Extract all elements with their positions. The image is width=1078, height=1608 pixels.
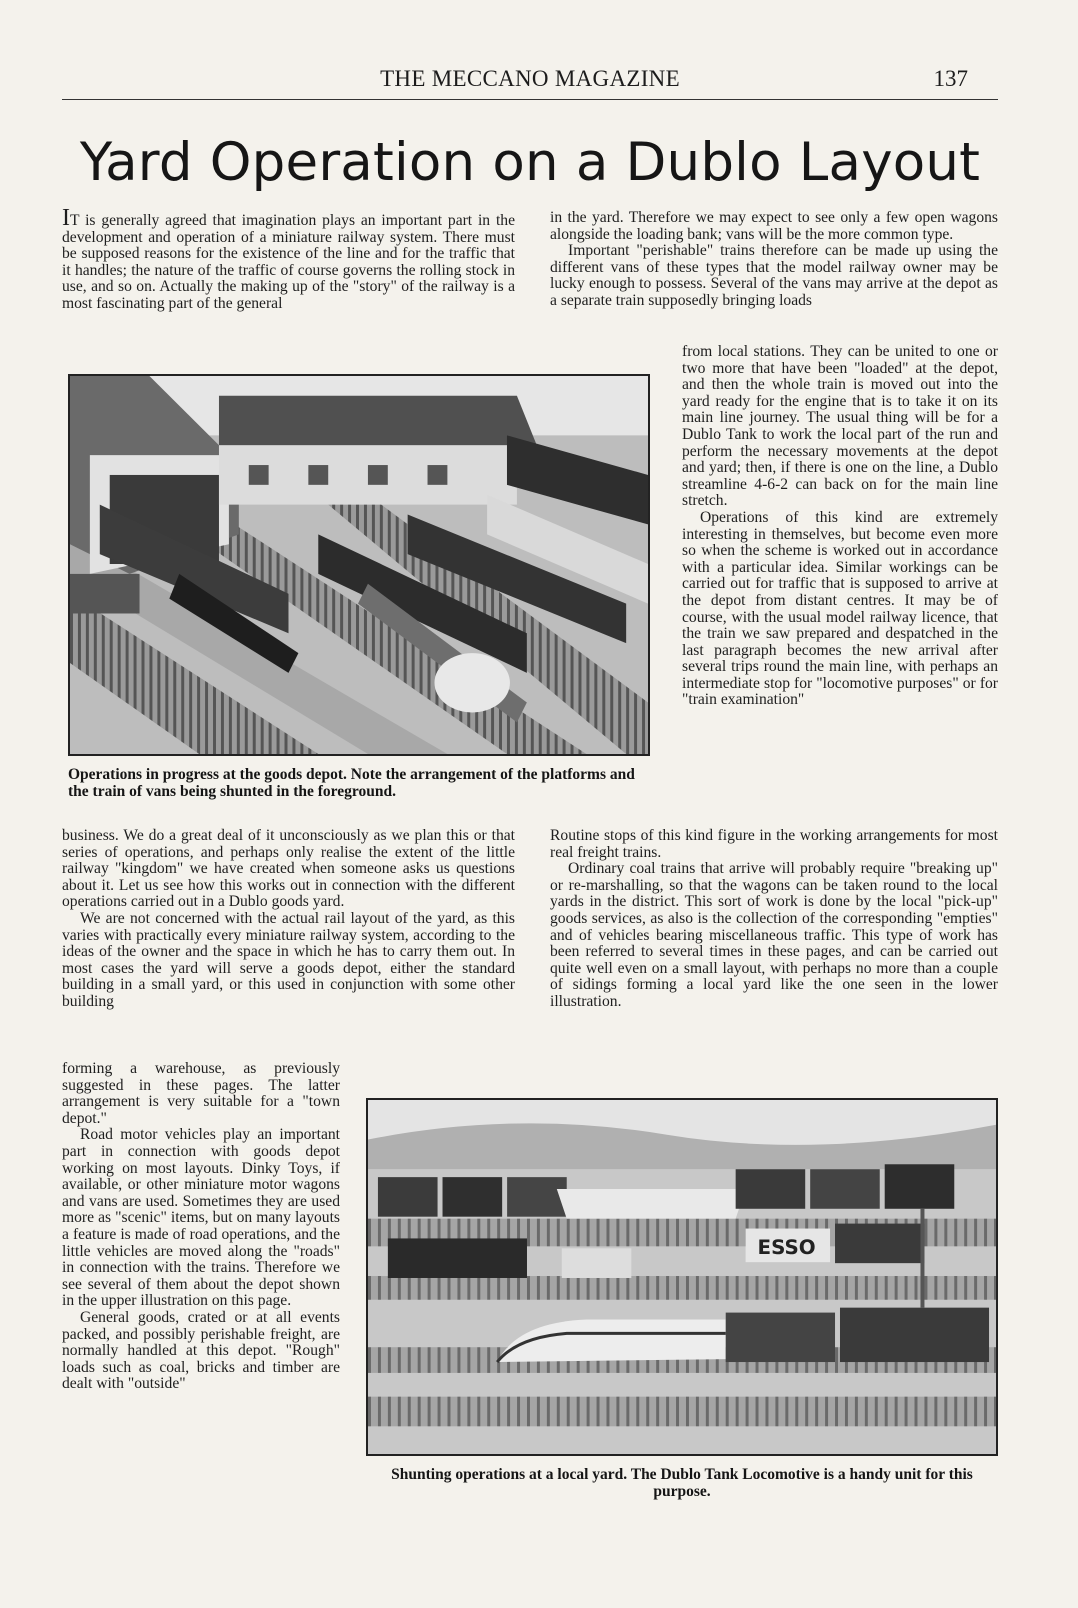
paragraph: business. We do a great deal of it unconsciously as we plan this or that series of operations, and perhaps only realise the extent of the little railway "kingdom" we have created when someone asks us questions about it. Let us see how this works out in connection with the different operations carried out in a Dublo goods yard.	[62, 827, 515, 911]
paragraph: Routine stops of this kind figure in the working arrangements for most real freight trains.	[550, 827, 998, 861]
bottom-figure-caption: Shunting operations at a local yard. The Dublo Tank Locomotive is a handy unit for this purpose.	[391, 1466, 973, 1500]
paragraph: We are not concerned with the actual rail layout of the yard, as this varies with practically every miniature railway system, according to the ideas of the owner and the space in which he has to carry them out. In most cases the yard will serve a goods depot, either the standard building in a small yard, or this used in conjunction with some other building	[62, 909, 515, 1010]
local-yard-photo	[366, 1098, 998, 1456]
article-headline: Yard Operation on a Dublo Layout	[79, 132, 981, 193]
paragraph: Important "perishable" trains therefore can be made up using the different vans of these types that the model railway owner may be lucky enough to possess. Several of the vans may arrive at the depot as a separate train supposedly bringing loads	[550, 242, 998, 309]
top-figure-caption: Operations in progress at the goods depot. Note the arrangement of the platforms and the train of vans being shunted in the foreground.	[68, 766, 635, 800]
magazine-title: THE MECCANO MAGAZINE	[380, 66, 680, 91]
paragraph: Operations of this kind are extremely interesting in themselves, but become even more so when the scheme is worked out in accordance with a particular idea. Similar workings can be carried out for traffic that is supposed to arrive at the depot from distant centres. It may be of course, with the usual model railway licence, that the train we saw prepared and despatched in the last paragraph becomes the new arrival after several trips round the main line, with perhaps an intermediate stop for "locomotive purposes" or for "train examination"	[682, 508, 998, 709]
paragraph: from local stations. They can be united to one or two more that have been "loaded" at the depot, and then the whole train is moved out into the yard ready for the engine that is to take it on its main line journey. The usual thing will be for a Dublo Tank to work the local part of the run and perform the necessary movements at the depot and yard; then, if there is one on the line, a Dublo streamline 4-6-2 can back on for the main line stretch.	[682, 343, 998, 510]
goods-depot-photo	[68, 374, 650, 756]
paragraph: Road motor vehicles play an important part in connection with goods depot working on most layouts. Dinky Toys, if available, or other miniature motor wagons and vans are used. Sometimes they are used more as "scenic" items, but on many layouts a feature is made of road operations, and the little vehicles are moved along the "roads" in connection with the trains. Therefore we see several of them about the depot shown in the upper illustration on this page.	[62, 1126, 340, 1310]
esso-tanker-lettering: ESSO	[757, 1236, 816, 1260]
column-narrow-right	[682, 344, 998, 709]
column-1-top	[62, 205, 515, 313]
column-2-top	[550, 210, 998, 310]
paragraph: Ordinary coal trains that arrive will probably require "breaking up" or re-marshalling, so that the wagons can be taken round to the local yards in the district. This sort of work is done by the local "pick-up" goods services, as also is the collection of the corresponding "empties" and of vehicles bearing miscellaneous traffic. This type of work has been referred to several times in these pages, and can be carried out quite well even on a small layout, with perhaps no more than a couple of sidings forming a local yard like the one seen in the lower illustration.	[550, 860, 998, 1010]
column-narrow-left	[62, 1061, 340, 1393]
paragraph: in the yard. Therefore we may expect to see only a few open wagons alongside the loading bank; vans will be the more common type.	[550, 209, 998, 243]
column-2-middle	[550, 828, 998, 1011]
drop-cap: I	[62, 205, 70, 231]
running-header	[62, 64, 998, 100]
paragraph: General goods, crated or at all events packed, and possibly perishable freight, are normally handled at this depot. "Rough" loads such as coal, bricks and timber are dealt with "outside"	[62, 1308, 340, 1393]
local-yard-illustration	[368, 1100, 996, 1454]
column-1-middle	[62, 828, 515, 1011]
page-number: 137	[933, 66, 968, 91]
paragraph: forming a warehouse, as previously suggested in these pages. The latter arrangement is very suitable for a "town depot."	[62, 1060, 340, 1127]
goods-depot-illustration	[70, 376, 648, 754]
intro-paragraph: IT is generally agreed that imagination plays an important part in the development and operation of a miniature railway system. There must be supposed reasons for the existence of the line and for the traffic that it handles; the nature of the traffic of course governs the rolling stock in use, and so on. Actually the making up of the "story" of the railway is a most fascinating part of the general	[62, 205, 515, 312]
